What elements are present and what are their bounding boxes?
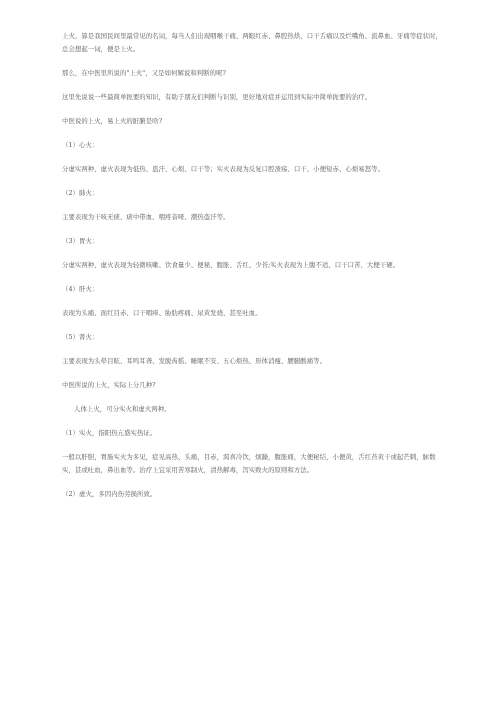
heart-fire-text: 分虚实两种，虚火表现为低热、盗汗、心烦、口干等；实火表现为反复口腔溃疡、口干、小便短赤、心烦易怒等。	[62, 165, 385, 173]
article-body	[62, 30, 442, 512]
question-paragraph: 那么，在中医里所说的"上火"，又是如何解说和判断的呢?	[62, 69, 227, 77]
kidney-fire-text: 主要表现为头晕目眩、耳鸣耳聋、发脱齿摇、睡眠不安、五心烦热、形体消瘦、腰腿酸痛等。	[62, 357, 327, 365]
explanation-paragraph: 这里先说说一些最简单扼要的知识，有助于朋友们判断与识别，更好地对症并运用到实际中简单扼要的治疗。	[62, 93, 372, 101]
heart-fire-heading: （1）心火：	[62, 141, 99, 149]
types-intro: 人体上火，可分实火和虚火两种。	[74, 405, 171, 413]
liver-fire-text: 表现为头痛、面红目赤、口干咽痒、胁肋疼痛、尿黄发烧、甚至吐血。	[62, 309, 262, 317]
section-heading: 中医说的上火，易上火的脏腑是啥?	[62, 117, 163, 125]
lung-fire-text: 主要表现为干咳无痰、痰中带血、咽疼音哑、潮热盗汗等。	[62, 213, 230, 221]
excess-fire-text: 一般以肝胆，胃肠实火为多见，症见高热、头痛，目赤，渴喜冷饮，烦躁，腹胀痛，大便秘结，小便黄，舌红苔黄干或起芒刺，脉数实，甚或吐血，鼻出血等。治疗上宜采用苦寒制火，清热解毒，泻实败火的原则和方法。	[62, 453, 436, 474]
deficiency-fire-heading: （2）虚火，多因内伤劳损所致。	[62, 490, 157, 498]
intro-paragraph: 上火，算是我国民间里最常见的名词，每当人们出现咽喉干痛、两眼红赤、鼻腔热烘、口干舌痛以及烂嘴角、流鼻血、牙痛等症状时，总会想起一词，便是上火。	[62, 32, 442, 53]
liver-fire-heading: （4）肝火：	[62, 285, 99, 293]
stomach-fire-heading: （3）胃火：	[62, 237, 99, 245]
stomach-fire-text: 分虚实两种，虚火表现为轻微咳嗽、饮食量少、便秘、腹胀、舌红、少苔;实火表现为上腹不适、口干口苦、大便干硬。	[62, 261, 400, 269]
types-heading: 中医所说的上火，实际上分几种?	[62, 381, 156, 389]
excess-fire-heading: （1）实火，指阳热亢盛实热证。	[62, 429, 157, 437]
kidney-fire-heading: （5）肾火：	[62, 333, 99, 341]
lung-fire-heading: （2）肺火：	[62, 189, 99, 197]
